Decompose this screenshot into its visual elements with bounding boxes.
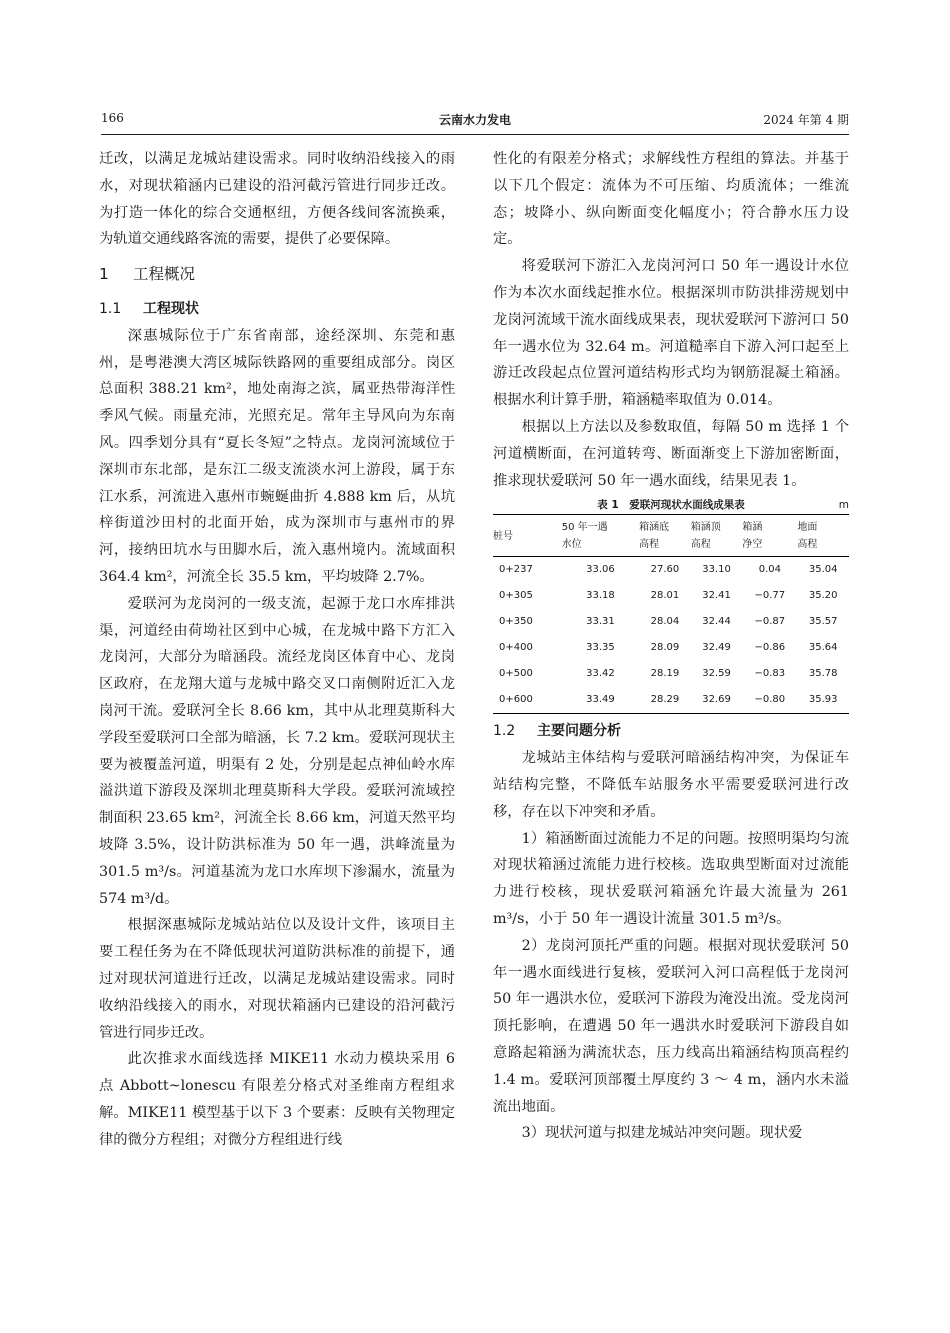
paragraph: 深惠城际位于广东省南部，途经深圳、东莞和惠州，是粤港澳大湾区城际铁路网的重要组成部分。岗区总面积 388.21 km²，地处南海之滨，属亚热带海洋性季风气候。雨量充沛，光照充足。常年主导风向为东南风。四季划分具有“夏长冬短”之特点。龙岗河流域位于深圳市东北部，是东江二级支流淡水河上游段，属于东江水系，河流进入惠州市蜿蜒曲折 4.888 km 后，从坑梓街道沙田村的北面开始，成为深圳市与惠州市的界河，接纳田坑水与田脚水后，流入惠州境内。流域面积 364.4 km²，河流全长 35.5 km，平均坡降 2.7%。 <box>99 327 455 585</box>
paragraph: 1）箱涵断面过流能力不足的问题。按照明渠均匀流对现状箱涵过流能力进行校核。选取典型断面对过流能力进行校核，现状爱联河箱涵允许最大流量为 261 m³/s，小于 50 年一遇设计流量 301.5 m³/s。 <box>493 830 849 927</box>
subsection-number: 1.1 <box>99 300 122 317</box>
table-cell: 33.35 <box>586 642 615 654</box>
page-header <box>101 111 849 133</box>
subsection-title: 主要问题分析 <box>537 723 621 740</box>
table-unit: m <box>838 499 849 512</box>
table-cell: 35.57 <box>808 616 838 628</box>
table-cell: 35.64 <box>808 642 838 654</box>
table-cell: 0+350 <box>499 616 533 628</box>
paragraph: 爱联河为龙岗河的一级支流，起源于龙口水库排洪渠，河道经由荷坳社区到中心城，在龙城中路下方汇入龙岗河，大部分为暗涵段。流经龙岗区体育中心、龙岗区政府，在龙翔大道与龙城中路交叉口南侧附近汇入龙岗河干流。爱联河全长 8.66 km，其中从北理莫斯科大学段至爱联河口全部为暗涵，长 7.2 km。爱联河现状主要为被覆盖河道，明渠有 2 处，分别是起点神仙岭水库溢洪道下游段及深圳北理莫斯科大学段。爱联河流域控制面积 23.65 km²，河流全长 8.66 km，河道天然平均坡降 3.5%，设计防洪标准为 50 年一遇，洪峰流量为 301.5 m³/s。河道基流为龙口水库坝下渗漏水，流量为 574 m³/d。 <box>99 595 455 907</box>
table-cell: 35.20 <box>808 590 838 602</box>
table-cell: 0+305 <box>499 590 533 602</box>
paragraph: 将爱联河下游汇入龙岗河河口 50 年一遇设计水位作为本次水面线起推水位。根据深圳市防洪排涝规划中龙岗河流域干流水面线成果表，现状爱联河下游河口 50 年一遇水位为 32.64 m。河道糙率自下游入河口起至上游迁改段起点位置河道结构形式均为钢筋混凝土箱涵。根据水利计算手册，箱涵糙率取值为 0.014。 <box>493 258 849 409</box>
page-number: 166 <box>101 111 124 125</box>
table-cell: −0.86 <box>754 642 786 654</box>
table-caption-text: 表 1 爱联河现状水面线成果表 <box>597 499 745 512</box>
subsection-title: 工程现状 <box>143 300 199 317</box>
table-row <box>493 661 849 687</box>
table-cell: −0.77 <box>754 590 786 602</box>
table-cell: 35.78 <box>808 668 838 680</box>
paragraph: 根据以上方法以及参数取值，每隔 50 m 选择 1 个河道横断面，在河道转弯、断面渐变上下游加密断面，推求现状爱联河 50 年一遇水面线，结果见表 1。 <box>493 418 849 489</box>
column-header: 地面 高程 <box>797 515 849 557</box>
table-caption <box>493 496 849 514</box>
paragraph: 此次推求水面线选择 MIKE11 水动力模块采用 6 点 Abbott~lonescu 有限差分格式对圣维南方程组求解。MIKE11 模型基于以下 3 个要素：反映有关物理定律的微分方程组；对微分方程组进行线 <box>99 1051 455 1148</box>
table-cell: 33.42 <box>586 668 615 680</box>
table-cell: −0.80 <box>754 694 786 706</box>
table-cell: 33.18 <box>586 590 615 602</box>
table-cell: 27.60 <box>650 564 680 576</box>
paragraph: 性化的有限差分格式；求解线性方程组的算法。并基于以下几个假定：流体为不可压缩、均质流体；一维流态；坡降小、纵向断面变化幅度小；符合静水压力设定。 <box>493 151 849 248</box>
table-cell: 32.69 <box>702 694 731 706</box>
table-row <box>493 635 849 661</box>
journal-name: 云南水力发电 <box>438 113 511 127</box>
subsection-heading <box>99 296 455 323</box>
table-cell: 28.01 <box>650 590 680 602</box>
table-row <box>493 583 849 609</box>
subsection-heading <box>493 718 849 745</box>
table-cell: 33.06 <box>586 564 615 576</box>
table-cell: 35.93 <box>808 694 838 706</box>
table-cell: 28.09 <box>650 642 680 654</box>
section-title: 工程概况 <box>133 265 196 284</box>
table-cell: 0.04 <box>758 564 781 576</box>
table-cell: 0+500 <box>499 668 533 680</box>
table-cell: 28.04 <box>650 616 680 628</box>
table-cell: 28.29 <box>650 694 680 706</box>
table-cell: 35.04 <box>808 564 838 576</box>
table-header-row <box>493 515 849 557</box>
paragraph: 3）现状河道与拟建龙城站冲突问题。现状爱 <box>521 1125 803 1142</box>
column-header: 箱涵顶 高程 <box>691 515 743 557</box>
paragraph: 根据深惠城际龙城站站位以及设计文件，该项目主要工程任务为在不降低现状河道防洪标准的前提下，通过对现状河道进行迁改，以满足龙城站建设需求。同时收纳沿线接入的雨水，对现状箱涵内已建设的沿河截污管进行同步迁改。 <box>99 917 455 1041</box>
header-rule <box>101 134 849 135</box>
table-cell: −0.87 <box>754 616 786 628</box>
table-cell: 0+600 <box>499 694 533 706</box>
table-row <box>493 557 849 584</box>
table-cell: 28.19 <box>650 668 680 680</box>
table-row <box>493 687 849 714</box>
table-cell: 33.31 <box>586 616 615 628</box>
table-cell: 32.59 <box>702 668 731 680</box>
paragraph: 迁改，以满足龙城站建设需求。同时收纳沿线接入的雨水，对现状箱涵内已建设的沿河截污管进行同步迁改。为打造一体化的综合交通枢纽，方便各线间客流换乘，为轨道交通线路客流的需要，提供了必要保障。 <box>99 151 455 248</box>
paragraph: 龙城站主体结构与爱联河暗涵结构冲突，为保证车站结构完整，不降低车站服务水平需要爱联河进行改移，存在以下冲突和矛盾。 <box>493 750 849 820</box>
section-number: 1 <box>99 265 109 284</box>
paragraph: 2）龙岗河顶托严重的问题。根据对现状爱联河 50 年一遇水面线进行复核，爱联河入河口高程低于龙岗河 50 年一遇洪水位，爱联河下游段为淹没出流。受龙岗河顶托影响，在遭遇 50 年一遇洪水时爱联河下游段自如意路起箱涵为满流状态，压力线高出箱涵结构顶高程约 1.4 m。爱联河顶部覆土厚度约 3 ～ 4 m，涵内水未溢流出地面。 <box>493 937 849 1115</box>
table-cell: 32.41 <box>702 590 731 602</box>
table-cell: 0+400 <box>499 642 533 654</box>
column-header: 箱涵 净空 <box>742 515 797 557</box>
section-heading <box>99 261 455 288</box>
issue-label: 2024 年第 4 期 <box>763 113 849 127</box>
table-cell: 0+237 <box>499 564 533 576</box>
table-cell: 32.49 <box>702 642 731 654</box>
column-header: 箱涵底 高程 <box>639 515 691 557</box>
column-header: 桩号 <box>493 515 562 557</box>
left-column <box>99 146 455 1153</box>
table-row <box>493 609 849 635</box>
subsection-number: 1.2 <box>493 723 516 740</box>
table-cell: 33.10 <box>702 564 731 576</box>
table-cell: 32.44 <box>702 616 731 628</box>
table-cell: 33.49 <box>586 694 615 706</box>
results-table <box>493 514 849 714</box>
column-header: 50 年一遇 水位 <box>562 515 639 557</box>
table-cell: −0.83 <box>754 668 786 680</box>
right-column <box>493 146 849 1147</box>
